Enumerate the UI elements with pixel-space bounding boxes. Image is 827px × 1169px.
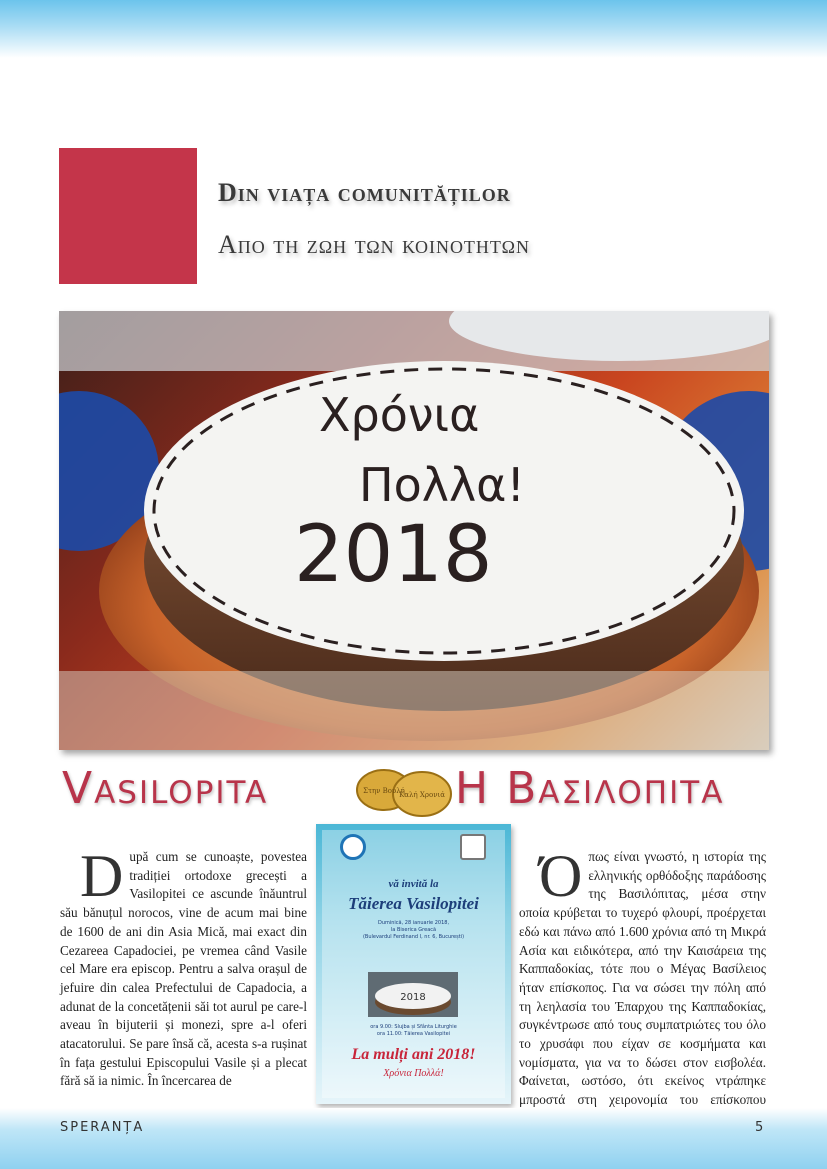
- cake-photo: [59, 311, 769, 750]
- invitation-la-multi: La mulți ani 2018!: [351, 1046, 476, 1063]
- invitation-schedule: [324, 1024, 503, 1038]
- ora-line2: ora 11.00: Tăierea Vasilopitei: [376, 1031, 451, 1037]
- cake-text-year: 2018: [294, 510, 493, 600]
- details-line1: Duminică, 28 ianuarie 2018,: [377, 920, 450, 926]
- page-number: 5: [755, 1120, 764, 1135]
- invitation-title: Tăierea Vasilopitei: [348, 894, 479, 913]
- article-ro: [60, 843, 307, 1091]
- invitation-poster: [316, 824, 511, 1104]
- magazine-name: SPERANȚA: [60, 1120, 145, 1135]
- section-title-ro: Din viața comunităților: [218, 178, 511, 207]
- coin2-text: Καλή Χρονιά: [399, 791, 445, 799]
- dropcap-gr: Ό: [539, 843, 583, 909]
- headline-ro: Vasilopita: [62, 763, 269, 814]
- article-gr: [519, 843, 766, 1129]
- article-ro-text: upă cum se cunoaște, povestea tradiției ortodoxe grecești a Vasilopitei ce ascunde înăuntrul său bănuțul norocos, vine de acum mai bine de 1600 de ani din Asia Mică, mai exact din Cezareea Capadociei, pe vremea când Vasile cel Mare era episcop. Pentru a salva orașul de jefuire din calea Prefectului de Capadocia, a adunat de la concetățenii săi tot aurul pe care-l aveau în bijuterii și monezi, spre a-l oferi atacatorului. Se pare însă că, acesta s-a rușinat în fața gestului Episcopului Vasile și a plecat fără să ia nimic. În încercarea de: [60, 849, 307, 1089]
- cake-text-polla: Πολλα!: [359, 458, 525, 512]
- dropcap-ro: D: [80, 843, 124, 909]
- community-logo-icon: [340, 834, 366, 860]
- invitation-details: [326, 920, 501, 941]
- article-gr-text: πως είναι γνωστό, η ιστορία της ελληνικής ορθόδοξης παράδοσης της Βασιλόπιτας, μέσα στην οποία κρύβεται το τυχερό φλουρί, προέρχεται εδώ και πάνω από 1.600 χρόνια από τη Μικρά Ασία και ειδικότερα, από την Καισάρεια της Καππαδοκίας, τότε που ο Μέγας Βασίλειος ήταν επίσκοπος. Για να σώσει την πόλη από τη λεηλασία του Έπαρχου της Καππαδοκίας, συγκέντρωσε από τους συμπατριώτες του όλο το χρυσάφι που είχαν σε κοσμήματα και νομίσματα, για να το δώσει στον εισβολέα. Φαίνεται, ωστόσο, ότι εκείνος ντράπηκε μπροστά στη χειρονομία του επίσκοπου: [519, 849, 766, 1108]
- embassy-crest-icon: [460, 834, 486, 860]
- top-gradient-band: [0, 0, 827, 58]
- invitation-cake-year: 2018: [400, 992, 426, 1003]
- cake-text-xronia: Χρόνια: [319, 388, 480, 442]
- ora-line1: ora 9.00: Slujba și Sfânta Liturghie: [370, 1024, 457, 1030]
- coin1-text: Στην Βουλή: [363, 787, 405, 795]
- invitation-xronia: Χρόνια Πολλά!: [383, 1068, 444, 1079]
- section-color-block: [59, 148, 197, 284]
- cake-illustration: [59, 311, 769, 750]
- details-line3: (Bulevardul Ferdinand I, nr. 6, București): [362, 934, 465, 940]
- invitation-cake-photo: [368, 972, 458, 1017]
- section-title-gr: Απο τη ζωη των κοινοτητων: [218, 230, 530, 259]
- invitation-invita: vă invită la: [388, 878, 439, 890]
- headline-gr: Η Βασιλοπιτα: [455, 763, 725, 814]
- details-line2: la Biserica Greacă: [390, 927, 437, 933]
- gold-coins-icon: [354, 766, 454, 818]
- bottom-gradient-band: [0, 1108, 827, 1169]
